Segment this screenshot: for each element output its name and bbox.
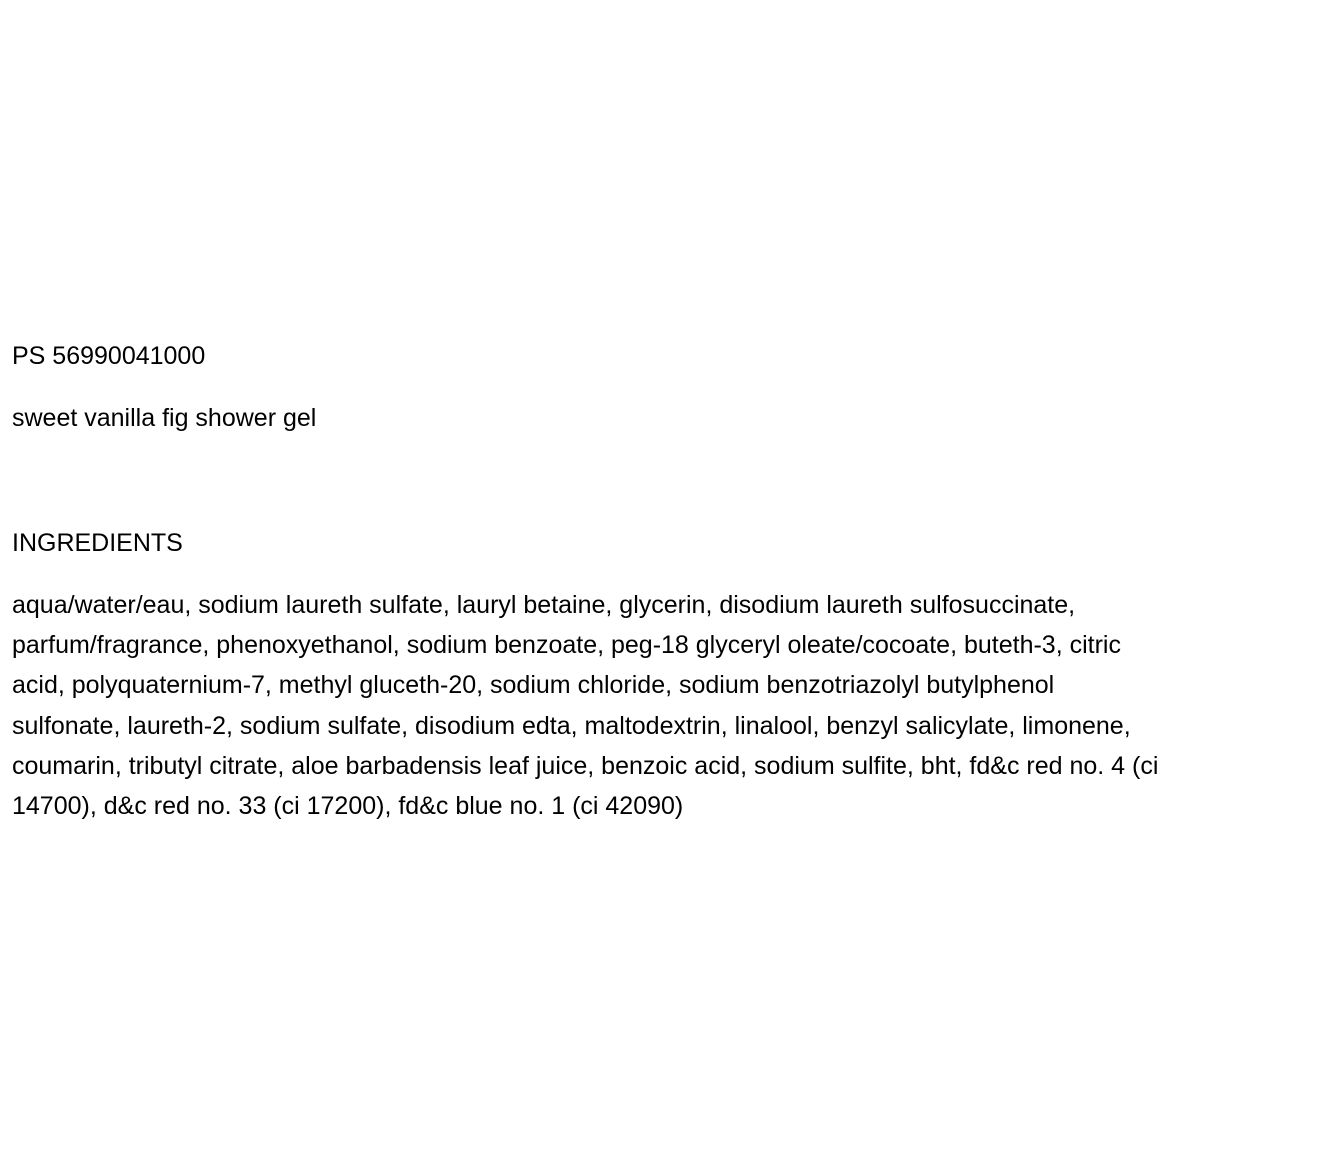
ingredients-line: acid, polyquaternium-7, methyl gluceth-20, sodium chloride, sodium benzotriazolyl butylphenol <box>12 671 1055 700</box>
ingredients-line: 14700), d&c red no. 33 (ci 17200), fd&c blue no. 1 (ci 42090) <box>12 792 684 821</box>
ingredients-line: aqua/water/eau, sodium laureth sulfate, lauryl betaine, glycerin, disodium laureth sulfosuccinate, <box>12 591 1076 619</box>
product-name: sweet vanilla fig shower gel <box>12 404 317 432</box>
ingredients-list <box>12 585 1312 826</box>
ingredients-heading: INGREDIENTS <box>12 529 183 557</box>
document-body <box>12 336 1312 826</box>
ingredients-line: sulfonate, laureth-2, sodium sulfate, disodium edta, maltodextrin, linalool, benzyl salicylate, limonene, <box>12 711 1131 740</box>
ingredients-line: parfum/fragrance, phenoxyethanol, sodium benzoate, peg-18 glyceryl oleate/cocoate, buteth-3, citric <box>12 631 1121 660</box>
ingredients-line: coumarin, tributyl citrate, aloe barbadensis leaf juice, benzoic acid, sodium sulfite, bht, fd&c red no. 4 (ci <box>12 751 1159 780</box>
product-code: PS 56990041000 <box>12 342 206 370</box>
